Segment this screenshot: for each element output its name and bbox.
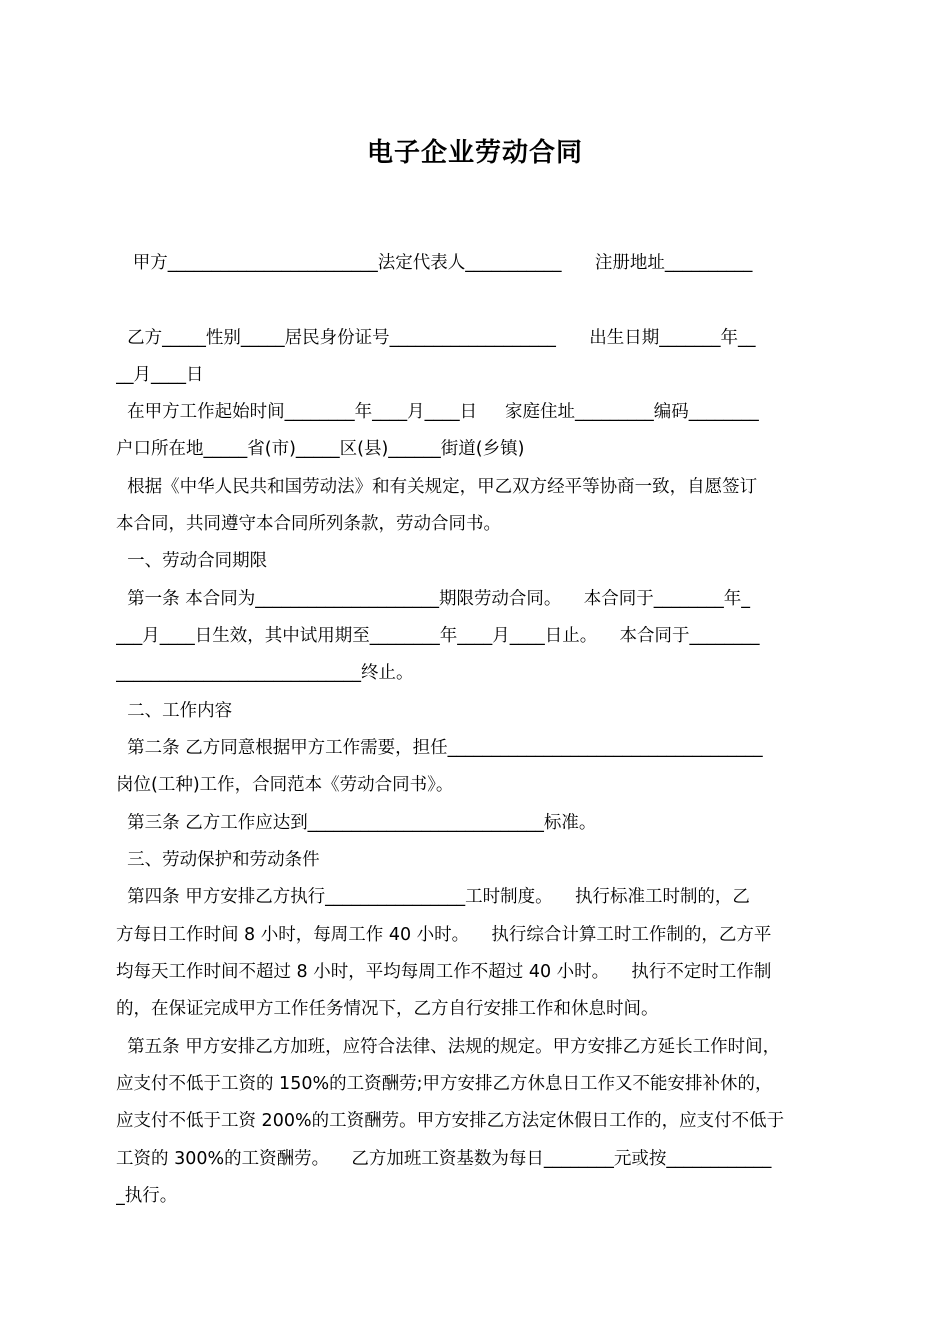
- article-line: 第四条 甲方安排乙方执行________________工时制度。 执行标准工时制的，乙: [116, 887, 750, 907]
- preamble-line: 本合同，共同遵守本合同所列条款，劳动合同书。: [116, 514, 501, 534]
- article-line: 岗位(工种)工作，合同范本《劳动合同书》。: [116, 775, 454, 795]
- article-line: ____________________________终止。: [116, 663, 414, 683]
- article-line: ___月____日生效，其中试用期至________年____月____日止。 本合同于________: [116, 626, 760, 646]
- party-b-line-cont: __月____日: [116, 365, 204, 385]
- start-time-line: 在甲方工作起始时间________年____月____日 家庭住址_________编码________: [116, 402, 759, 422]
- article-line: 第一条 本合同为_____________________期限劳动合同。 本合同于________年_: [116, 589, 750, 609]
- document-title: 电子企业劳动合同: [366, 138, 583, 168]
- section-heading: 三、劳动保护和劳动条件: [116, 850, 320, 870]
- article-line: 第三条 乙方工作应达到___________________________标准。: [116, 813, 597, 833]
- article-line: 均每天工作时间不超过 8 小时，平均每周工作不超过 40 小时。 执行不定时工作制: [116, 962, 772, 982]
- article-line: 工资的 300%的工资酬劳。 乙方加班工资基数为每日________元或按____________: [116, 1149, 772, 1169]
- article-line: 第五条 甲方安排乙方加班，应符合法律、法规的规定。甲方安排乙方延长工作时间，: [116, 1037, 781, 1057]
- article-line: 应支付不低于工资的 150%的工资酬劳;甲方安排乙方休息日工作又不能安排补休的，: [116, 1074, 773, 1094]
- household-line: 户口所在地_____省(市)_____区(县)______街道(乡镇): [116, 439, 525, 459]
- section-heading: 二、工作内容: [116, 701, 233, 721]
- party-b-line: 乙方_____性别_____居民身份证号___________________ 出生日期_______年__: [116, 328, 756, 348]
- article-line: 的，在保证完成甲方工作任务情况下，乙方自行安排工作和休息时间。: [116, 999, 659, 1019]
- article-line: 第二条 乙方同意根据甲方工作需要，担任____________________________________: [116, 738, 763, 758]
- article-line: _执行。: [116, 1186, 178, 1206]
- article-line: 应支付不低于工资 200%的工资酬劳。甲方安排乙方法定休假日工作的，应支付不低于: [116, 1111, 785, 1131]
- section-heading: 一、劳动合同期限: [116, 551, 268, 571]
- party-a-line: 甲方________________________法定代表人___________ 注册地址__________: [116, 253, 753, 273]
- article-line: 方每日工作时间 8 小时，每周工作 40 小时。 执行综合计算工时工作制的，乙方平: [116, 925, 772, 945]
- preamble-line: 根据《中华人民共和国劳动法》和有关规定，甲乙双方经平等协商一致，自愿签订: [116, 477, 758, 497]
